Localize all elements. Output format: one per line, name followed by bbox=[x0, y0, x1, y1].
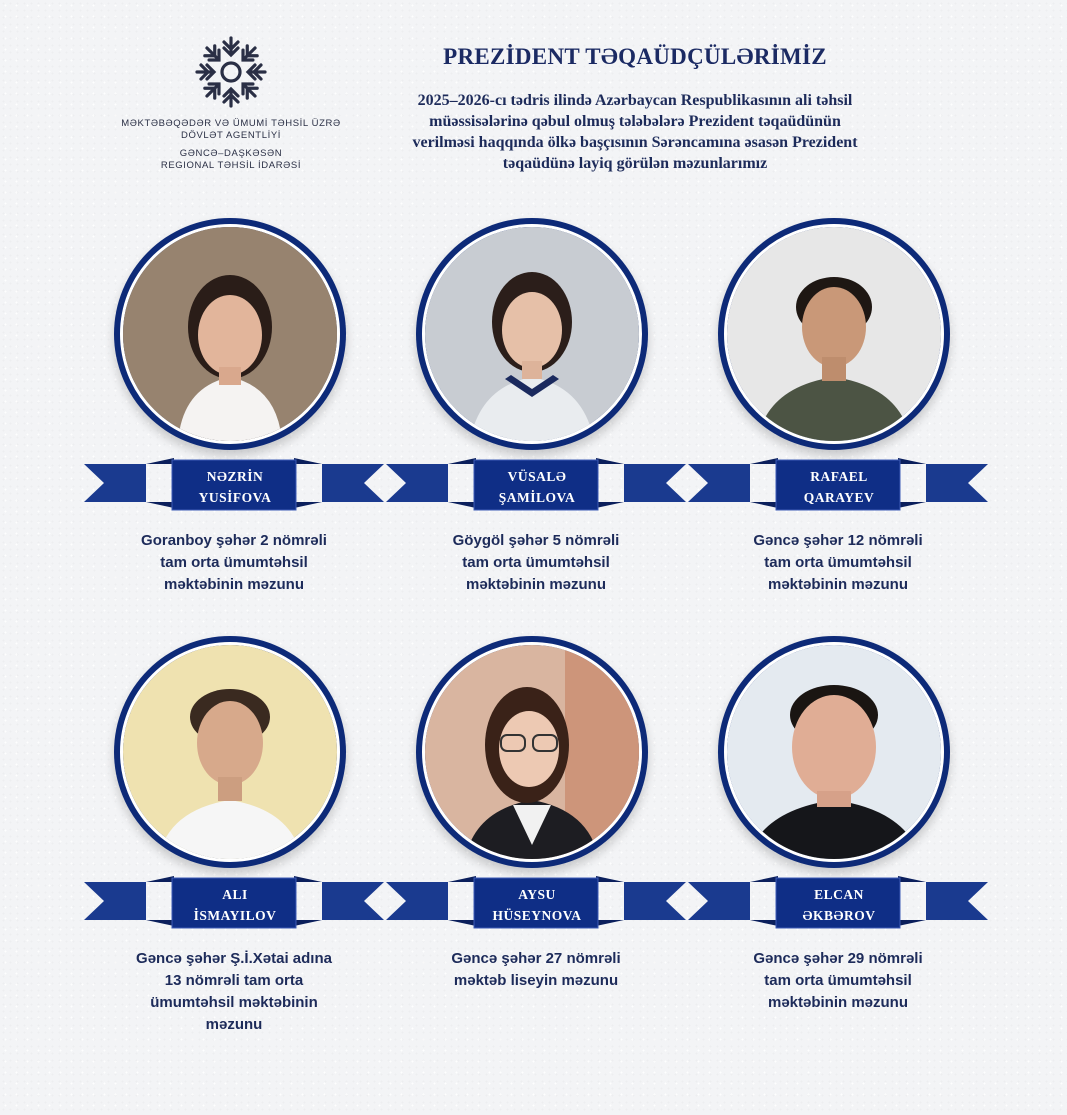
graduate-last-name: İSMAYILOV bbox=[193, 908, 277, 923]
school-line: tam orta ümumtəhsil bbox=[160, 554, 308, 571]
graduate-first-name: VÜSALƏ bbox=[507, 469, 567, 484]
page-subtitle bbox=[360, 90, 910, 174]
graduate-last-name: QARAYEV bbox=[803, 490, 875, 505]
school-line: məktəbinin məzunu bbox=[163, 576, 305, 593]
school-line: tam orta ümumtəhsil bbox=[764, 972, 912, 989]
portrait-photo bbox=[120, 224, 340, 444]
graduate-school bbox=[688, 948, 988, 1014]
graduate-school bbox=[386, 948, 686, 992]
agency-logo-block bbox=[100, 32, 362, 172]
graduate-card bbox=[386, 636, 686, 1026]
portrait-photo bbox=[724, 224, 944, 444]
graduate-school bbox=[84, 530, 384, 596]
school-line: 13 nömrəli tam orta bbox=[164, 972, 304, 989]
graduate-first-name: RAFAEL bbox=[810, 469, 868, 484]
agency-emblem-icon bbox=[191, 32, 271, 112]
school-line: ümumtəhsil məktəbinin bbox=[150, 994, 318, 1011]
portrait-frame bbox=[114, 636, 346, 868]
portrait-frame bbox=[416, 218, 648, 450]
school-line: tam orta ümumtəhsil bbox=[764, 554, 912, 571]
portrait-photo bbox=[422, 224, 642, 444]
graduate-name bbox=[174, 466, 296, 508]
subtitle-line: müəssisələrinə qəbul olmuş tələbələrə Prezident təqaüdünün bbox=[429, 113, 841, 130]
graduate-name bbox=[778, 884, 900, 926]
portrait-photo bbox=[724, 642, 944, 862]
portrait-photo bbox=[422, 642, 642, 862]
graduate-name bbox=[778, 466, 900, 508]
school-line: tam orta ümumtəhsil bbox=[462, 554, 610, 571]
school-line: Goranboy şəhər 2 nömrəli bbox=[141, 532, 327, 549]
school-line: Gəncə şəhər 29 nömrəli bbox=[753, 950, 923, 967]
portrait-frame bbox=[718, 218, 950, 450]
regional-office-line: REGIONAL TƏHSİL İDARƏSİ bbox=[160, 160, 302, 171]
graduate-name bbox=[476, 466, 598, 508]
graduate-first-name: NƏZRİN bbox=[206, 469, 264, 484]
school-line: məktəbinin məzunu bbox=[767, 576, 909, 593]
graduate-card bbox=[84, 636, 384, 1033]
graduate-card bbox=[386, 218, 686, 608]
agency-name bbox=[100, 118, 362, 142]
graduate-last-name: ƏKBƏROV bbox=[802, 908, 876, 923]
school-line: məktəbinin məzunu bbox=[465, 576, 607, 593]
school-line: Gəncə şəhər 12 nömrəli bbox=[753, 532, 923, 549]
graduate-first-name: AYSU bbox=[518, 887, 556, 902]
graduate-card bbox=[688, 218, 988, 608]
graduate-last-name: ŞAMİLOVA bbox=[498, 490, 576, 505]
graduate-first-name: ELCAN bbox=[814, 887, 864, 902]
subtitle-line: təqaüdünə layiq görülən məzunlarımız bbox=[502, 155, 768, 172]
graduate-name bbox=[174, 884, 296, 926]
graduate-card bbox=[84, 218, 384, 608]
graduate-school bbox=[688, 530, 988, 596]
graduate-last-name: HÜSEYNOVA bbox=[492, 908, 582, 923]
school-line: Gəncə şəhər 27 nömrəli bbox=[451, 950, 621, 967]
regional-office-name bbox=[100, 148, 362, 172]
portrait-frame bbox=[416, 636, 648, 868]
school-line: məzunu bbox=[205, 1016, 263, 1033]
regional-office-line: GƏNCƏ–DAŞKƏSƏN bbox=[179, 148, 283, 159]
page-title: PREZİDENT TƏQAÜDÇÜLƏRİMİZ bbox=[443, 44, 827, 69]
school-line: məktəbinin məzunu bbox=[767, 994, 909, 1011]
portrait-frame bbox=[718, 636, 950, 868]
subtitle-line: verilməsi haqqında ölkə başçısının Sərəncamına əsasən Prezident bbox=[412, 134, 858, 151]
school-line: Göygöl şəhər 5 nömrəli bbox=[452, 532, 620, 549]
school-line: Gəncə şəhər Ş.İ.Xətai adına bbox=[136, 950, 332, 967]
graduate-school bbox=[386, 530, 686, 596]
graduate-school bbox=[84, 948, 384, 1036]
school-line: məktəb liseyin məzunu bbox=[453, 972, 619, 989]
agency-name-line: DÖVLƏT AGENTLİYİ bbox=[181, 130, 281, 141]
portrait-photo bbox=[120, 642, 340, 862]
subtitle-line: 2025–2026-cı tədris ilində Azərbaycan Respublikasının ali təhsil bbox=[417, 92, 853, 109]
agency-name-line: MƏKTƏBƏQƏDƏR VƏ ÜMUMİ TƏHSİL ÜZRƏ bbox=[121, 118, 341, 129]
graduate-last-name: YUSİFOVA bbox=[198, 490, 272, 505]
portrait-frame bbox=[114, 218, 346, 450]
graduate-card bbox=[688, 636, 988, 1026]
graduate-first-name: ALI bbox=[222, 887, 248, 902]
graduate-name bbox=[476, 884, 598, 926]
